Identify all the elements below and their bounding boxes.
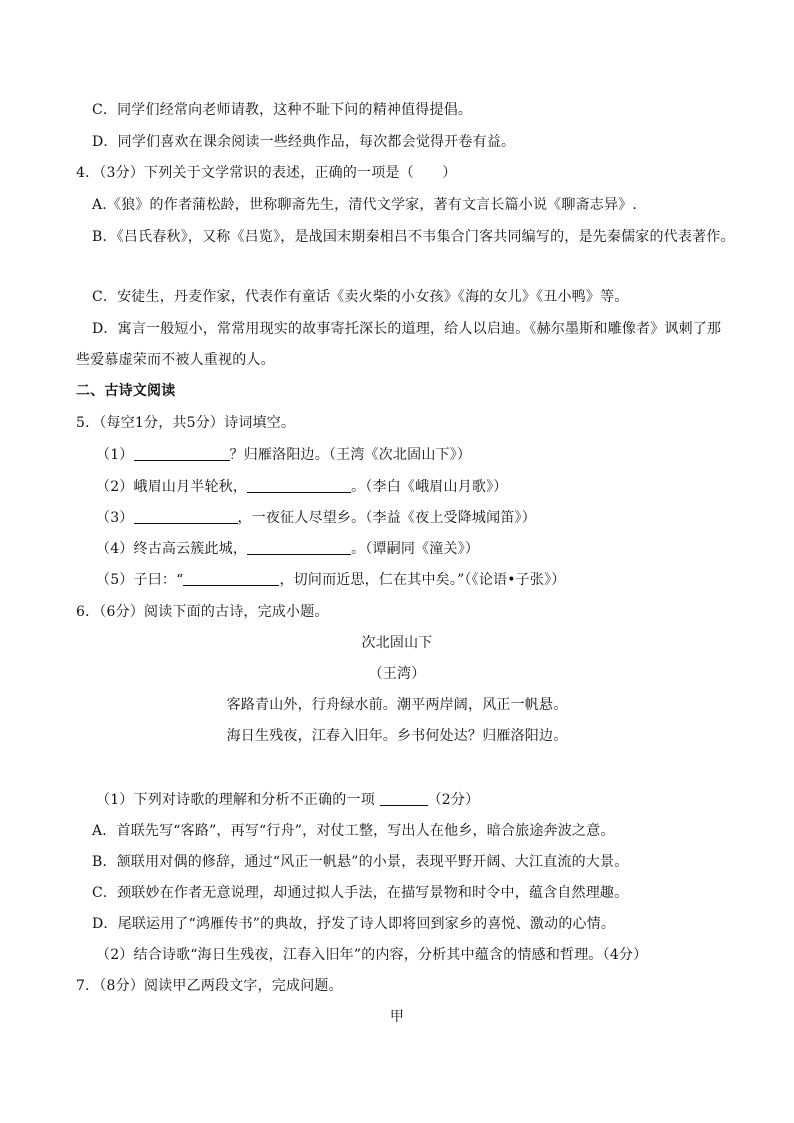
q6-stem: 6．（6分）阅读下面的古诗，完成小题。 xyxy=(76,604,329,620)
section-heading: 二、古诗文阅读 xyxy=(76,383,176,399)
poem-author: （王湾） xyxy=(368,666,426,682)
q6-sub-1 xyxy=(96,791,479,809)
q4-option-a: A.《狼》的作者蒲松龄，世称聊斋先生，清代文学家，著有文言长篇小说《聊斋志异》. xyxy=(92,197,638,213)
poem-line-2: 海日生残夜，江春入旧年。乡书何处达？归雁洛阳边。 xyxy=(226,728,568,744)
q4-option-b: B．《吕氏春秋》，又称《吕览》，是战国末期秦相吕不韦集合门客共同编写的，是先秦儒家的代表著作。 xyxy=(92,229,735,245)
q5-item-2-prefix: （2）峨眉山月半轮秋， xyxy=(96,479,248,495)
answer-blank[interactable] xyxy=(183,571,279,586)
poem-line-1: 客路青山外，行舟绿水前。潮平两岸阔，风正一帆悬。 xyxy=(226,697,568,713)
q6-sub-2: （2）结合诗歌“海日生残夜，江春入旧年”的内容，分析其中蕴含的情感和哲理。（4分） xyxy=(96,947,648,963)
q4-option-d-line1: D．寓言一般短小，常常用现实的故事寄托深长的道理，给人以启迪。《赫尔墨斯和雕像者》讽刺了那 xyxy=(92,321,722,337)
q6-option-c: C．颈联妙在作者无意说理，却通过拟人手法，在描写景物和时令中，蕴含自然理趣。 xyxy=(92,885,629,901)
q5-item-4-prefix: （4）终古高云簇此城， xyxy=(96,541,248,557)
q5-item-2-suffix: 。（李白《峨眉山月歌》） xyxy=(351,479,508,495)
q5-item-4 xyxy=(96,540,479,558)
q6-option-b: B．颔联用对偶的修辞，通过“风正一帆悬”的小景，表现平野开阔、大江直流的大景。 xyxy=(92,854,629,870)
poem-title: 次北固山下 xyxy=(361,635,433,651)
q5-stem: 5．（每空1分，共5分）诗词填空。 xyxy=(76,415,296,431)
q5-item-5-prefix: （5）子曰：“ xyxy=(96,572,184,588)
q6-sub-1-suffix: （2分） xyxy=(427,792,480,808)
q6-sub-1-prefix: （1）下列对诗歌的理解和分析不正确的一项 xyxy=(96,792,375,808)
q5-item-4-suffix: 。（谭嗣同《潼关》） xyxy=(351,541,480,557)
q4-option-c: C．安徒生，丹麦作家，代表作有童话《卖火柴的小女孩》《海的女儿》《丑小鸭》等。 xyxy=(92,289,629,305)
q3-option-c: C．同学们经常向老师请教，这种不耻下问的精神值得提倡。 xyxy=(92,102,473,118)
q4-stem: 4．（3分）下列关于文学常识的表述，正确的一项是（ ） xyxy=(76,165,457,181)
q5-item-3-suffix: ，一夜征人尽望乡。（李益《夜上受降城闻笛》） xyxy=(237,510,536,526)
answer-blank[interactable] xyxy=(134,446,230,461)
q4-option-d-line2: 些爱慕虚荣而不被人重视的人。 xyxy=(76,352,275,368)
q5-item-3-prefix: （3） xyxy=(96,510,134,526)
q3-option-d: D．同学们喜欢在课余阅读一些经典作品，每次都会觉得开卷有益。 xyxy=(92,134,516,150)
q5-item-5-suffix: ，切问而近思，仁在其中矣。”（《论语•子张》） xyxy=(279,572,566,588)
answer-blank[interactable] xyxy=(380,791,428,806)
q6-option-d: D．尾联运用了“鸿雁传书”的典故，抒发了诗人即将回到家乡的喜悦、激动的心情。 xyxy=(92,916,616,932)
q5-item-1-prefix: （1） xyxy=(96,447,134,463)
q5-item-1-suffix: ？归雁洛阳边。（王湾《次北固山下》） xyxy=(229,447,472,463)
answer-blank[interactable] xyxy=(134,509,238,524)
q6-option-a: A．首联先写“客路”，再写“行舟”，对仗工整，写出人在他乡，暗合旅途奔波之意。 xyxy=(92,823,615,839)
q5-item-1 xyxy=(96,446,471,464)
q7-part-label: 甲 xyxy=(389,1009,405,1025)
q5-item-2 xyxy=(96,478,508,496)
q5-item-3 xyxy=(96,509,536,527)
q5-item-5 xyxy=(96,571,565,589)
answer-blank[interactable] xyxy=(247,540,351,555)
q7-stem: 7．（8分）阅读甲乙两段文字，完成问题。 xyxy=(76,978,343,994)
answer-blank[interactable] xyxy=(247,478,351,493)
